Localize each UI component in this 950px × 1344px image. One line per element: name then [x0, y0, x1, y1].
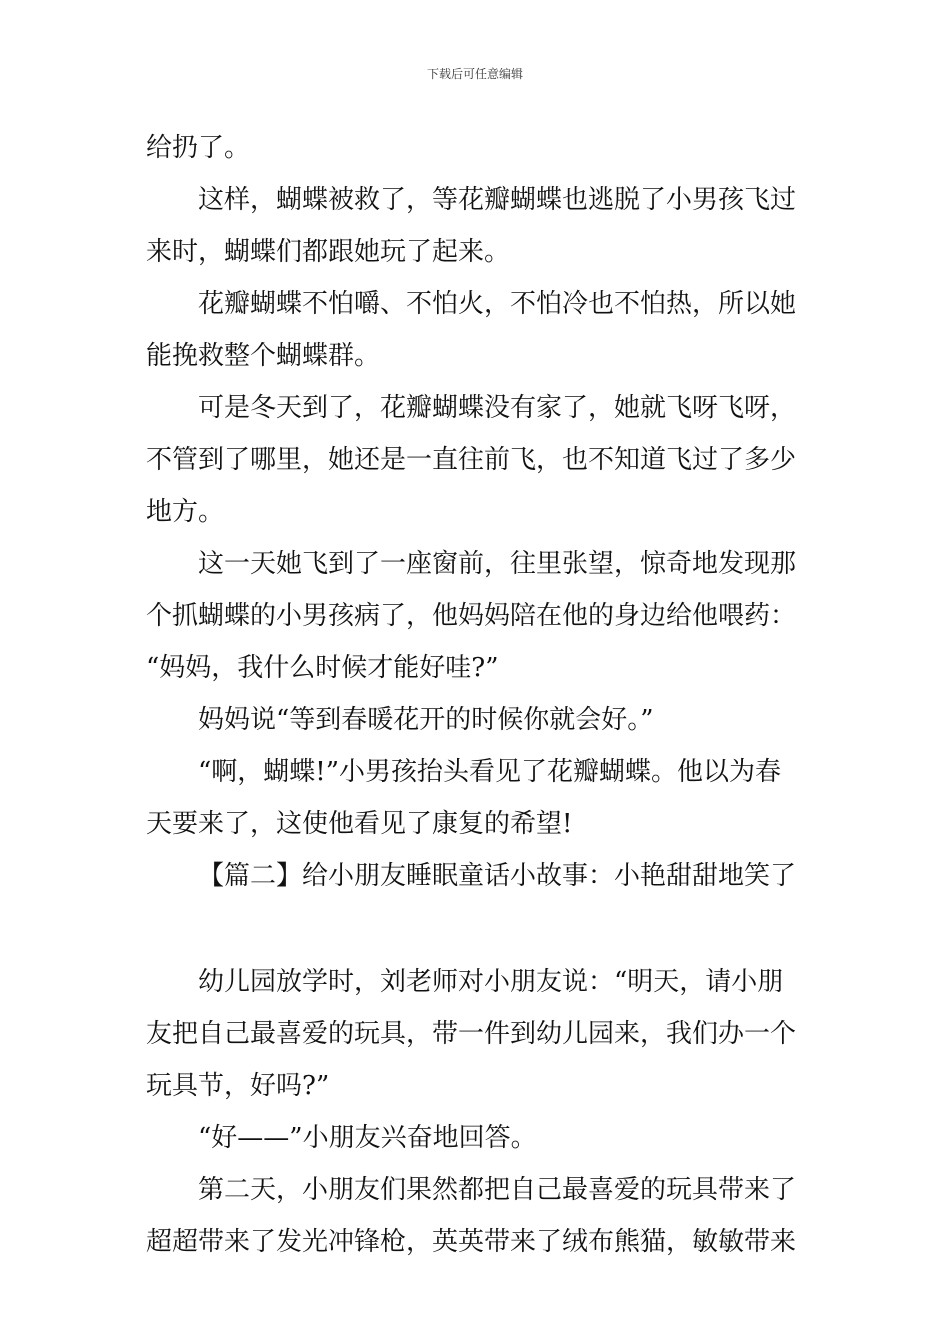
- text-line: 友把自己最喜爱的玩具，带一件到幼儿园来，我们办一个: [146, 1019, 797, 1049]
- text-line: 能挽救整个蝴蝶群。: [146, 341, 381, 371]
- text-line: 第二天，小朋友们果然都把自己最喜爱的玩具带来了: [198, 1175, 797, 1205]
- text-line: 这一天她飞到了一座窗前，往里张望，惊奇地发现那: [198, 549, 797, 579]
- text-line: 地方。: [146, 497, 225, 527]
- document-body: [146, 122, 808, 1268]
- text-line: 幼儿园放学时，刘老师对小朋友说：“明天，请小朋: [198, 967, 784, 997]
- text-line: 超超带来了发光冲锋枪，英英带来了绒布熊猫，敏敏带来: [146, 1227, 797, 1257]
- text-line: 天要来了，这使他看见了康复的希望!: [146, 809, 573, 839]
- text-line: 妈妈说“等到春暖花开的时候你就会好。”: [198, 705, 654, 735]
- text-line: 可是冬天到了，花瓣蝴蝶没有家了，她就飞呀飞呀，: [198, 393, 797, 423]
- text-line: 个抓蝴蝶的小男孩病了，他妈妈陪在他的身边给他喂药：: [146, 601, 797, 631]
- text-line: “好——”小朋友兴奋地回答。: [198, 1123, 537, 1153]
- text-line: 来时，蝴蝶们都跟她玩了起来。: [146, 237, 511, 267]
- text-line: 玩具节，好吗?”: [146, 1071, 330, 1101]
- text-line: “妈妈，我什么时候才能好哇?”: [146, 653, 499, 683]
- blank-spacer: [146, 902, 808, 956]
- text-line: 这样，蝴蝶被救了，等花瓣蝴蝶也逃脱了小男孩飞过: [198, 185, 797, 215]
- text-line: 给扔了。: [146, 133, 251, 163]
- text-line: 花瓣蝴蝶不怕嚼、不怕火，不怕冷也不怕热，所以她: [198, 289, 797, 319]
- text-line: 不管到了哪里，她还是一直往前飞，也不知道飞过了多少: [146, 445, 797, 475]
- text-line: “啊，蝴蝶!”小男孩抬头看见了花瓣蝴蝶。他以为春: [198, 757, 782, 787]
- section-heading: 【篇二】给小朋友睡眠童话小故事：小艳甜甜地笑了: [198, 861, 797, 891]
- page-header-note: 下载后可任意编辑: [426, 67, 523, 81]
